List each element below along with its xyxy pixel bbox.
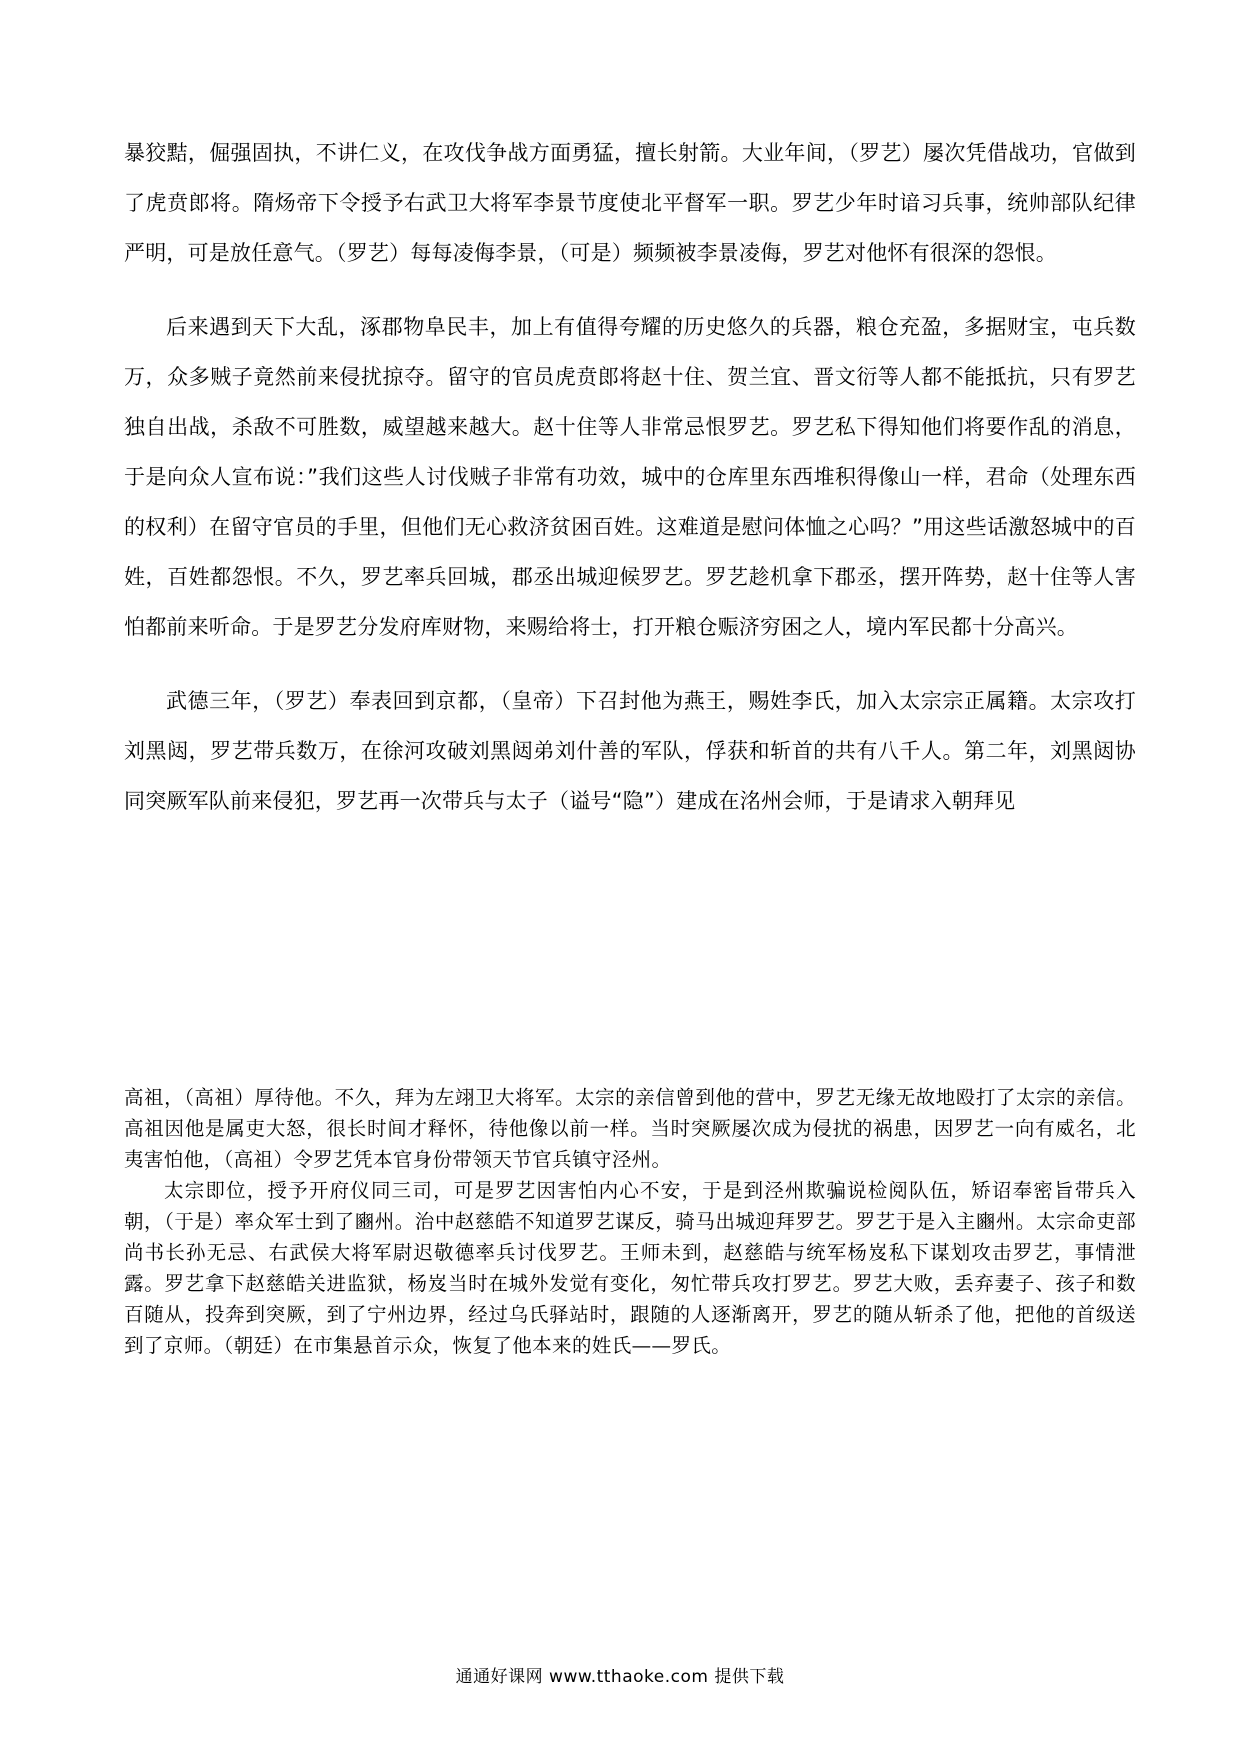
paragraph-wude-third-year: 武德三年，（罗艺）奉表回到京都，（皇帝）下召封他为燕王，赐姓李氏，加入太宗宗正属籍。太宗攻打刘黑闼，罗艺带兵数万，在徐河攻破刘黑闼弟刘什善的军队，俘获和斩首的共有八千人。第二年，刘黑闼协同突厥军队前来侵犯，罗艺再一次带兵与太子（谥号“隐”）建成在洺州会师，于是请求入朝拜见 (124, 689, 1136, 813)
translation-section-upper (124, 128, 1136, 850)
paragraph-gaozu-continued: 高祖，（高祖）厚待他。不久，拜为左翊卫大将军。太宗的亲信曾到他的营中，罗艺无缘无故地殴打了太宗的亲信。高祖因他是属吏大怒，很长时间才释怀，待他像以前一样。当时突厥屡次成为侵扰的祸患，因罗艺一向有威名，北夷害怕他，（高祖）令罗艺凭本官身份带领天节官兵镇守泾州。 (124, 1086, 1136, 1171)
page-footer: 通通好课网 www.tthaoke.com 提供下载 (455, 1667, 785, 1687)
paragraph-zhuo-commandery: 后来遇到天下大乱，涿郡物阜民丰，加上有值得夸耀的历史悠久的兵器，粮仓充盈，多据财宝，屯兵数万，众多贼子竟然前来侵扰掠夺。留守的官员虎贲郎将赵十住、贺兰宜、晋文衍等人都不能抵抗，只有罗艺独自出战，杀敌不可胜数，威望越来越大。赵十住等人非常忌恨罗艺。罗艺私下得知他们将要作乱的消息，于是向众人宣布说：”我们这些人讨伐贼子非常有功效，城中的仓库里东西堆积得像山一样，君命（处理东西的权利）在留守官员的手里，但他们无心救济贫困百姓。这难道是慰问体恤之心吗？”用这些话激怒城中的百姓，百姓都怨恨。不久，罗艺率兵回城，郡丞出城迎候罗艺。罗艺趁机拿下郡丞，摆开阵势，赵十住等人害怕都前来听命。于是罗艺分发府库财物，来赐给将士，打开粮仓赈济穷困之人，境内军民都十分高兴。 (124, 315, 1136, 639)
paragraph-luo-yi-character: 暴狡黠，倔强固执，不讲仁义，在攻伐争战方面勇猛，擅长射箭。大业年间，（罗艺）屡次凭借战功，官做到了虎贲郎将。隋炀帝下令授予右武卫大将军李景节度使北平督军一职。罗艺少年时谙习兵事，统帅部队纪律严明，可是放任意气。（罗艺）每每凌侮李景，（可是）频频被李景凌侮，罗艺对他怀有很深的怨恨。 (124, 141, 1136, 265)
translation-section-lower (124, 1082, 1136, 1361)
paragraph-taizong-accession: 太宗即位，授予开府仪同三司，可是罗艺因害怕内心不安，于是到泾州欺骗说检阅队伍，矫诏奉密旨带兵入朝，（于是）率众军士到了豳州。治中赵慈皓不知道罗艺谋反，骑马出城迎拜罗艺。罗艺于是入主豳州。太宗命吏部尚书长孙无忌、右武侯大将军尉迟敬德率兵讨伐罗艺。王师未到，赵慈皓与统军杨岌私下谋划攻击罗艺，事情泄露。罗艺拿下赵慈皓关进监狱，杨岌当时在城外发觉有变化，匆忙带兵攻打罗艺。罗艺大败，丢弃妻子、孩子和数百随从，投奔到突厥，到了宁州边界，经过乌氏驿站时，跟随的人逐渐离开，罗艺的随从斩杀了他，把他的首级送到了京师。（朝廷）在市集悬首示众，恢复了他本来的姓氏——罗氏。 (124, 1179, 1136, 1357)
